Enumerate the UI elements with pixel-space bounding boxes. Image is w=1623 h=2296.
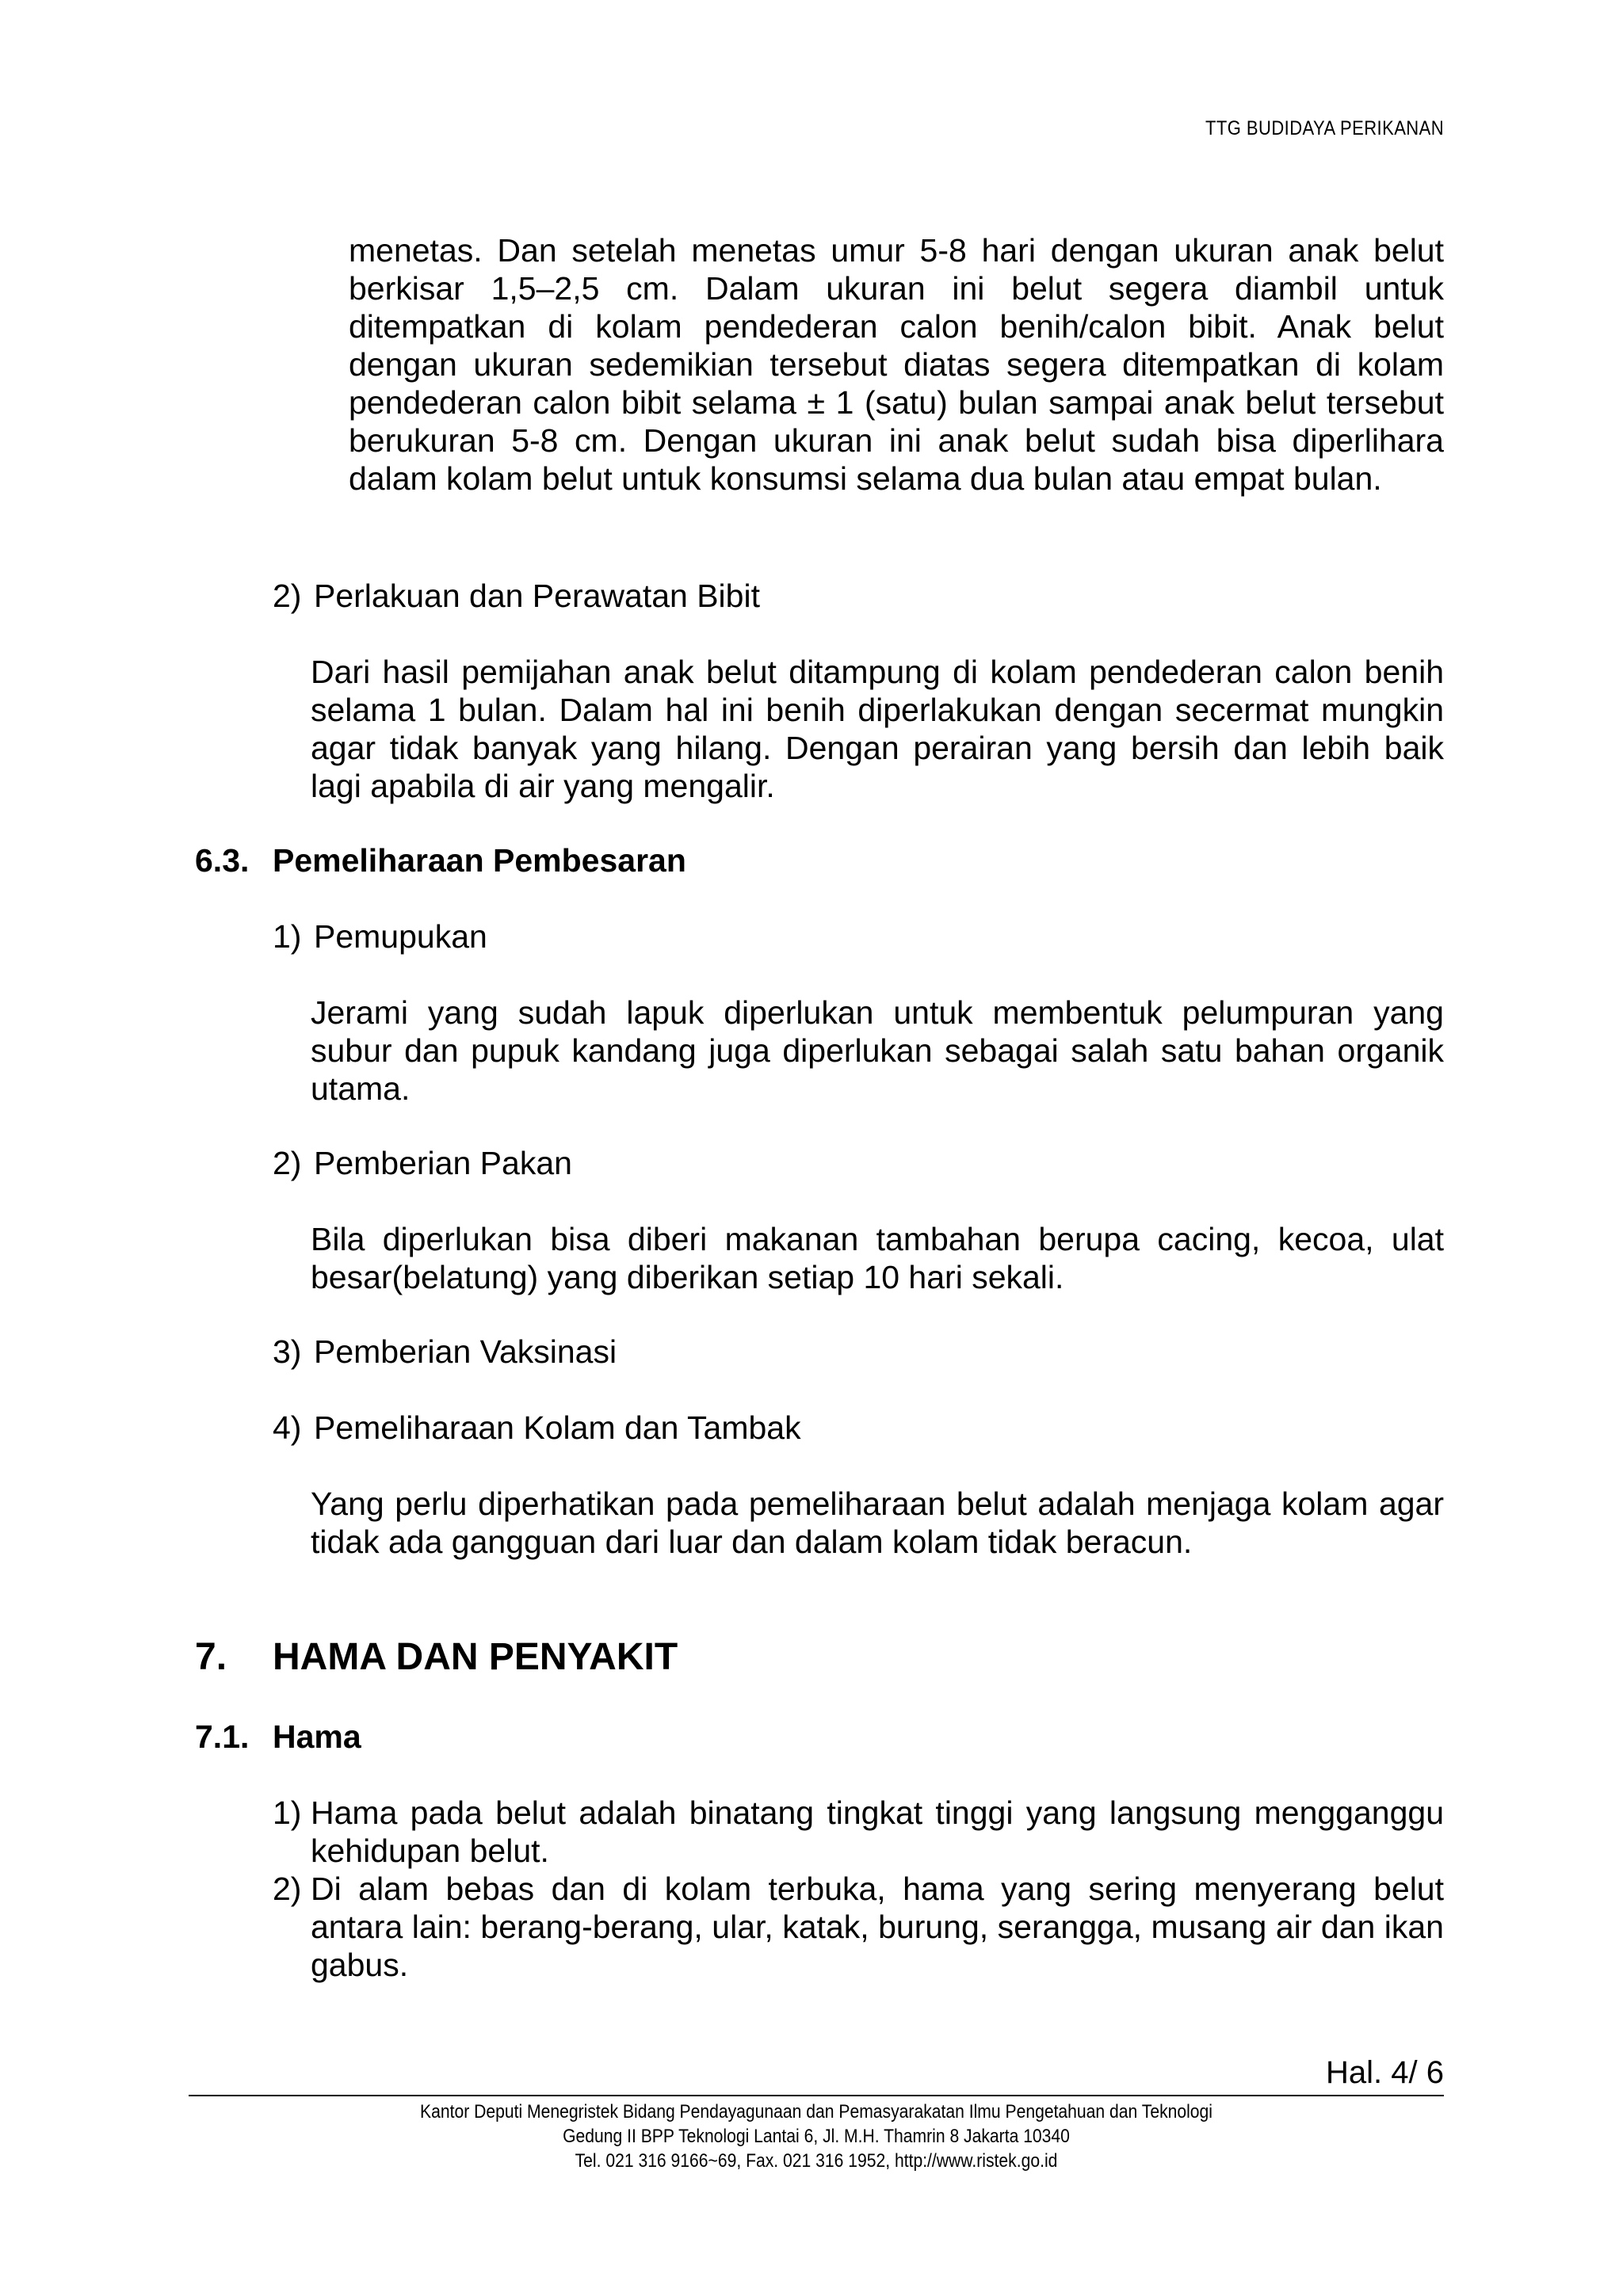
page-number: Hal. 4/ 6 <box>1326 2055 1444 2090</box>
section-number: 7.1. <box>195 1718 250 1755</box>
item-title: Perlakuan dan Perawatan Bibit <box>314 578 760 614</box>
pakan-paragraph: Bila diperlukan bisa diberi makanan tambahan berupa cacing, kecoa, ulat besar(belatung) yang diberikan setiap 10 hari sekali. <box>311 1221 1444 1295</box>
list-item-text: Hama pada belut adalah binatang tingkat tinggi yang langsung mengganggu kehidupan belut. <box>311 1794 1444 1869</box>
item-perlakuan-heading <box>273 577 760 615</box>
footer-divider <box>189 2095 1444 2096</box>
section-7-1-heading <box>195 1718 361 1756</box>
section-title: Pemeliharaan Pembesaran <box>273 842 686 879</box>
list-item <box>273 1794 1444 1870</box>
list-item-text: Di alam bebas dan di kolam terbuka, hama yang sering menyerang belut antara lain: berang-berang, ular, katak, burung, serangga, musang air dan ikan gabus. <box>311 1871 1444 1983</box>
running-header: TTG BUDIDAYA PERIKANAN <box>1205 117 1444 139</box>
list-item <box>273 1870 1444 1984</box>
footer-line-1: Kantor Deputi Menegristek Bidang Pendayagunaan dan Pemasyarakatan Ilmu Pengetahuan dan Teknologi <box>420 2101 1212 2122</box>
item-title: Pemupukan <box>314 918 487 955</box>
pemupukan-paragraph: Jerami yang sudah lapuk diperlukan untuk membentuk pelumpuran yang subur dan pupuk kandang juga diperlukan sebagai salah satu bahan organik utama. <box>311 994 1444 1107</box>
footer <box>189 2100 1444 2173</box>
section-number: 6.3. <box>195 842 250 879</box>
item-number: 2) <box>273 1145 302 1181</box>
list-item-number: 2) <box>273 1871 302 1907</box>
item-number: 1) <box>273 918 302 955</box>
item-title: Pemberian Pakan <box>314 1145 572 1181</box>
kolam-paragraph: Yang perlu diperhatikan pada pemeliharaan belut adalah menjaga kolam agar tidak ada gangguan dari luar dan dalam kolam tidak beracun. <box>311 1486 1444 1560</box>
item-title: Pemberian Vaksinasi <box>314 1333 617 1370</box>
item-vaksinasi-heading <box>273 1333 617 1371</box>
perlakuan-paragraph: Dari hasil pemijahan anak belut ditampung di kolam pendederan calon benih selama 1 bulan. Dalam hal ini benih diperlakukan dengan secermat mungkin agar tidak banyak yang hilang. Dengan perairan yang bersih dan lebih baik lagi apabila di air yang mengalir. <box>311 654 1444 804</box>
item-number: 3) <box>273 1333 302 1370</box>
hama-list <box>273 1794 1444 1984</box>
section-title: Hama <box>273 1718 361 1755</box>
footer-line-2: Gedung II BPP Teknologi Lantai 6, Jl. M.H. Thamrin 8 Jakarta 10340 <box>563 2126 1070 2147</box>
section-6-3-heading <box>195 841 686 879</box>
item-pakan-heading <box>273 1144 572 1182</box>
list-item-number: 1) <box>273 1794 302 1831</box>
item-title: Pemeliharaan Kolam dan Tambak <box>314 1409 801 1446</box>
chapter-7-heading <box>195 1635 678 1680</box>
item-number: 2) <box>273 578 302 614</box>
footer-line-3: Tel. 021 316 9166~69, Fax. 021 316 1952, http://www.ristek.go.id <box>575 2150 1058 2172</box>
intro-paragraph: menetas. Dan setelah menetas umur 5-8 hari dengan ukuran anak belut berkisar 1,5–2,5 cm. Dalam ukuran ini belut segera diambil untuk ditempatkan di kolam pendederan calon benih/calon bibit. Anak belut dengan ukuran sedemikian tersebut diatas segera ditempatkan di kolam pendederan calon bibit selama ± 1 (satu) bulan sampai anak belut tersebut berukuran 5-8 cm. Dengan ukuran ini anak belut sudah bisa diperlihara dalam kolam belut untuk konsumsi selama dua bulan atau empat bulan. <box>349 232 1444 497</box>
chapter-title: HAMA DAN PENYAKIT <box>273 1636 678 1678</box>
item-number: 4) <box>273 1409 302 1446</box>
item-pemupukan-heading <box>273 917 487 955</box>
chapter-number: 7. <box>195 1636 227 1678</box>
item-kolam-heading <box>273 1409 801 1447</box>
